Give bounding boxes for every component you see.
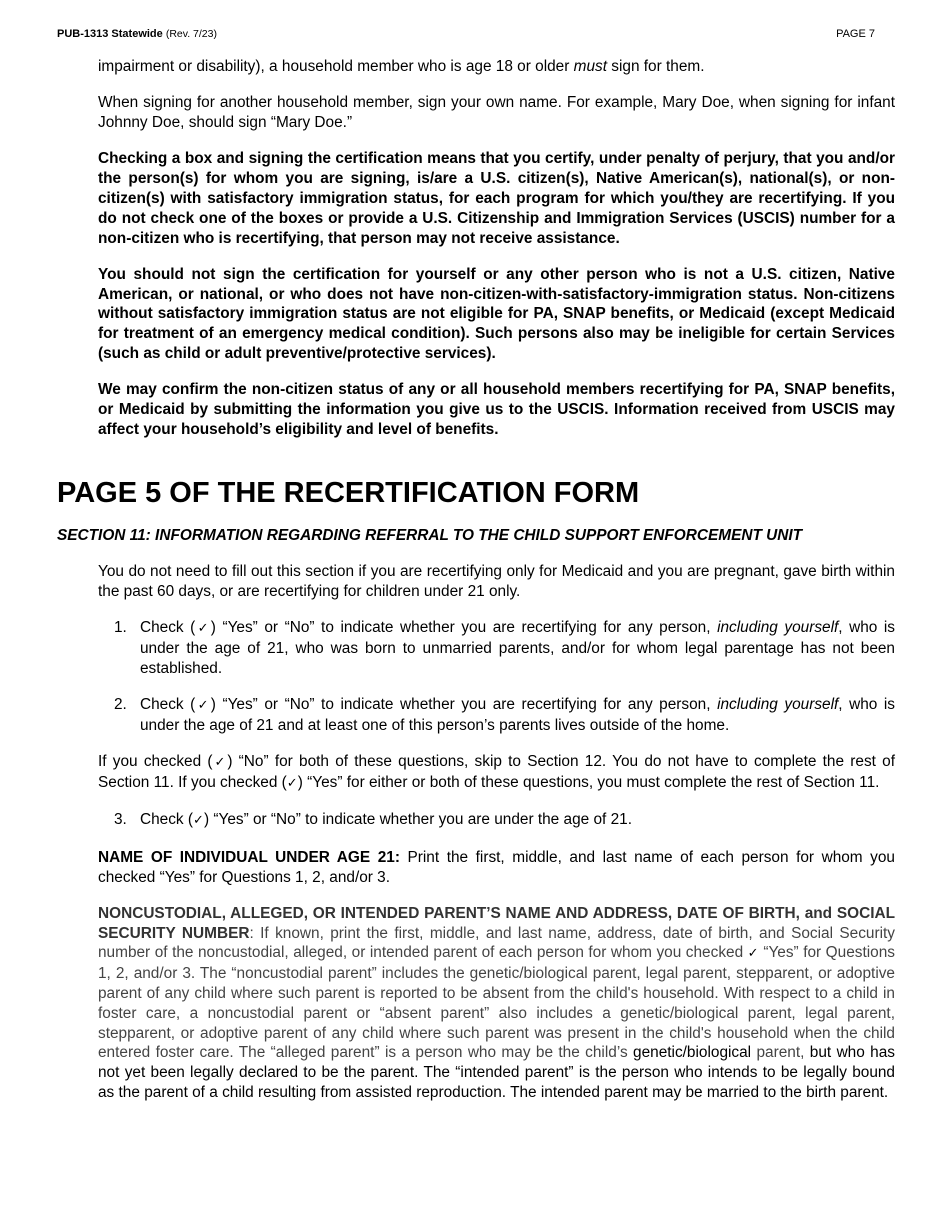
list-item-3: 3. Check (✓) “Yes” or “No” to indicate whether you are under the age of 21.	[114, 811, 632, 829]
page-header	[57, 28, 875, 40]
list-item-1: 1. Check (✓) “Yes” or “No” to indicate whether you are recertifying for any person, including yourself, who is under the age of 21, who was born to unmarried parents, and/or for whom legal parentage has not been established.	[114, 619, 896, 677]
check-mark-icon: ✓	[195, 621, 211, 637]
paragraph-section-intro: You do not need to fill out this section if you are recertifying only for Medicaid and you are pregnant, gave birth within the past 60 days, or are recertifying for children under 21 only.	[98, 563, 895, 601]
page-heading: PAGE 5 OF THE RECERTIFICATION FORM	[57, 476, 640, 509]
paragraph-signing-for-others: When signing for another household member, sign your own name. For example, Mary Doe, when signing for infant Johnny Doe, should sign “Mary Doe.”	[98, 94, 895, 132]
paragraph-signing-continued: impairment or disability), a household member who is age 18 or older must sign for them.	[98, 58, 705, 75]
paragraph-noncustodial-parent: NONCUSTODIAL, ALLEGED, OR INTENDED PARENT’S NAME AND ADDRESS, DATE OF BIRTH, and SOCIAL SECURITY NUMBER: If known, print the first, middle, and last name, address, date of birth, and Social Security number of the noncustodial, alleged, or intended parent of each person for whom you checked ✓ “Yes” for Questions 1, 2, and/or 3. The “noncustodial parent” includes the genetic/biological parent, legal parent, stepparent, or adoptive parent of any child where such parent is reported to be absent from the child's household. With respect to a child in foster care, a noncustodial parent or “absent parent” also includes a genetic/biological parent, legal parent, stepparent, or adoptive parent of any child where such parent was present in the child's household when the child entered foster care. The “alleged parent” is a person who may be the child’s genetic/biological parent, but who has not yet been legally declared to be the parent. The “intended parent” is the person who intends to be legally bound as the parent of a child resulting from assisted reproduction. The intended parent may be married to the birth parent.	[98, 904, 895, 1101]
publication-id: PUB-1313 Statewide	[57, 28, 163, 40]
check-mark-icon: ✓	[747, 946, 759, 962]
page-content	[57, 57, 895, 1103]
page-number: PAGE 7	[836, 28, 875, 40]
revision-date: (Rev. 7/23)	[165, 28, 217, 40]
list-item-2: 2. Check (✓) “Yes” or “No” to indicate whether you are recertifying for any person, including yourself, who is under the age of 21 and at least one of this person’s parents lives outside of the home.	[114, 696, 896, 735]
check-mark-icon: ✓	[195, 698, 211, 714]
check-mark-icon: ✓	[193, 813, 204, 829]
paragraph-certification: Checking a box and signing the certification means that you certify, under penalty of perjury, that you and/or the person(s) for whom you are signing, is/are a U.S. citizen(s), Native American(s), national(s), or non-citizen(s) with satisfactory immigration status, for each program for which you/they are recertifying. If you do not check one of the boxes or provide a U.S. Citizenship and Immigration Services (USCIS) number for a non-citizen who is recertifying, that person may not receive assistance.	[98, 150, 895, 247]
section-heading: SECTION 11: INFORMATION REGARDING REFERRAL TO THE CHILD SUPPORT ENFORCEMENT UNIT	[57, 526, 803, 544]
check-mark-icon: ✓	[212, 755, 228, 771]
paragraph-name-under-21: NAME OF INDIVIDUAL UNDER AGE 21: Print the first, middle, and last name of each person for whom you checked “Yes” for Questions 1, 2, and/or 3.	[98, 848, 895, 886]
check-mark-icon: ✓	[286, 776, 298, 792]
paragraph-skip-instructions: If you checked (✓) “No” for both of these questions, skip to Section 12. You do not have to complete the rest of Section 11. If you checked (✓) “Yes” for either or both of these questions, you must complete the rest of Section 11.	[98, 753, 895, 792]
paragraph-uscis-confirmation: We may confirm the non-citizen status of any or all household members recertifying for PA, SNAP benefits, or Medicaid by submitting the information you give us to the USCIS. Information received from USCIS may affect your household’s eligibility and level of benefits.	[98, 381, 895, 438]
paragraph-non-citizen-warning: You should not sign the certification for yourself or any other person who is not a U.S. citizen, Native American, or national, or who does not have non-citizen-with-satisfactory-immigration status. Non-citizens without satisfactory immigration status are not eligible for PA, SNAP benefits, or Medicaid (except Medicaid for treatment of an emergency medical condition). Such persons also may be ineligible for certain Services (such as child or adult preventive/protective services).	[98, 265, 895, 363]
